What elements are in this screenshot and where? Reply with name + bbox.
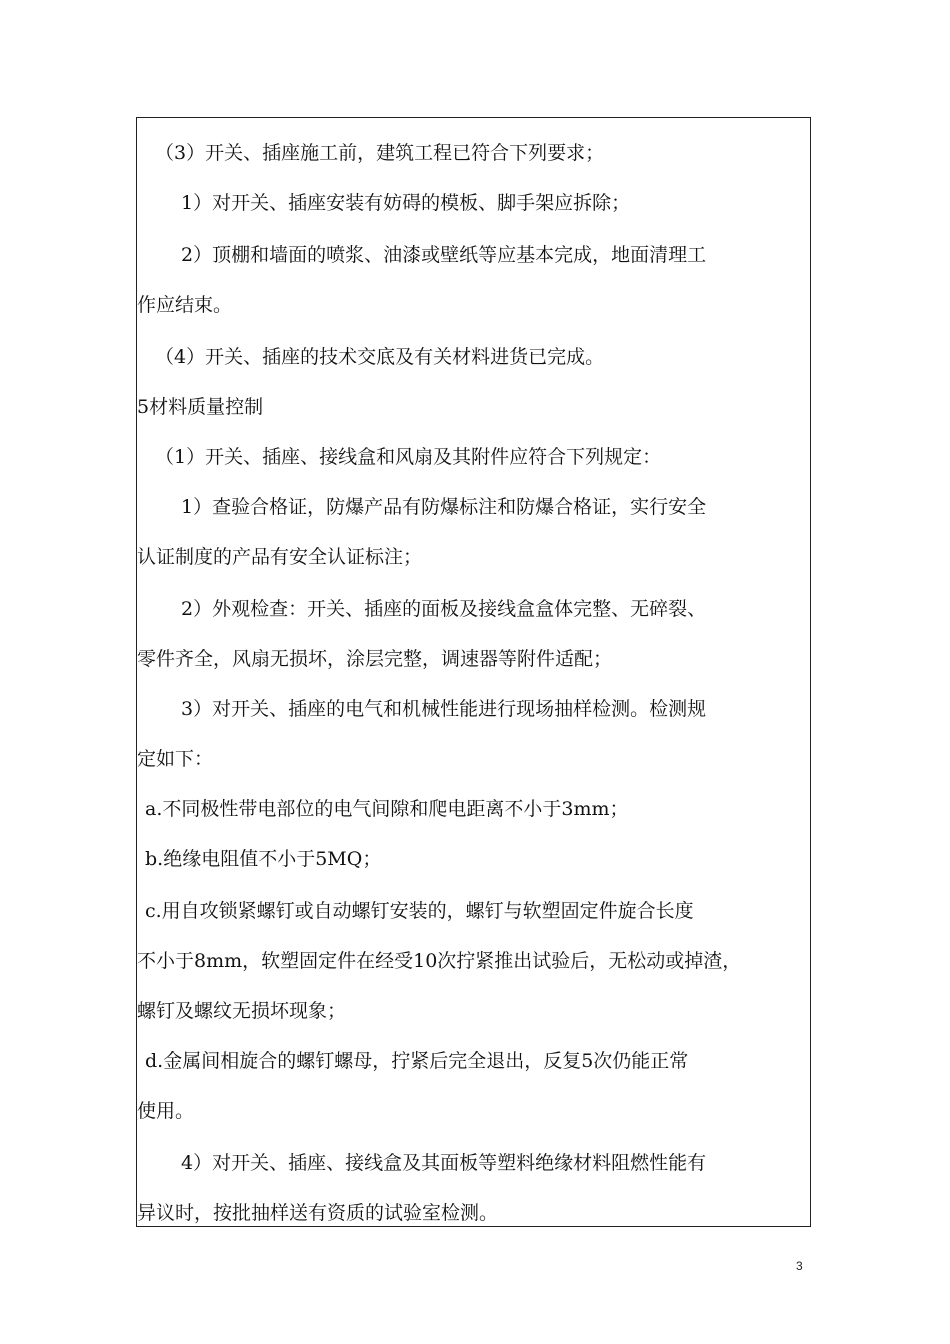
text-line: 作应结束。 [137,294,233,316]
text-line: 螺钉及螺纹无损坏现象； [137,1000,347,1022]
text-line: a.不同极性带电部位的电气间隙和爬电距离不小于3mm； [145,798,629,820]
text-line: b.绝缘电阻值不小于5MQ； [145,848,382,870]
text-line: （3）开关、插座施工前，建筑工程已符合下列要求； [155,142,605,164]
text-line: c.用自攻锁紧螺钉或自动螺钉安装的，螺钉与软塑固定件旋合长度 [145,900,694,922]
text-line: 2）外观检查：开关、插座的面板及接线盒盒体完整、无碎裂、 [181,598,707,620]
text-line: 3）对开关、插座的电气和机械性能进行现场抽样检测。检测规 [181,698,707,720]
text-line: 不小于8mm，软塑固定件在经受10次拧紧推出试验后，无松动或掉渣， [137,950,742,972]
content-frame [136,117,811,1227]
text-line: 零件齐全，风扇无损坏，涂层完整，调速器等附件适配； [137,648,613,670]
text-line: 1）对开关、插座安装有妨碍的模板、脚手架应拆除； [181,192,631,214]
text-line: 定如下： [137,748,214,770]
page-number: 3 [796,1259,803,1273]
text-line: 4）对开关、插座、接线盒及其面板等塑料绝缘材料阻燃性能有 [181,1152,707,1174]
text-line: （1）开关、插座、接线盒和风扇及其附件应符合下列规定： [155,446,662,468]
text-line: 使用。 [137,1100,195,1122]
text-line: 异议时，按批抽样送有资质的试验室检测。 [137,1202,499,1224]
text-line: 认证制度的产品有安全认证标注； [137,546,423,568]
text-line: d.金属间相旋合的螺钉螺母，拧紧后完全退出，反复5次仍能正常 [145,1050,689,1072]
section-heading: 5材料质量控制 [137,396,264,418]
text-line: （4）开关、插座的技术交底及有关材料进货已完成。 [155,346,605,368]
text-line: 1）查验合格证，防爆产品有防爆标注和防爆合格证，实行安全 [181,496,707,518]
text-line: 2）顶棚和墙面的喷浆、油漆或壁纸等应基本完成，地面清理工 [181,244,707,266]
